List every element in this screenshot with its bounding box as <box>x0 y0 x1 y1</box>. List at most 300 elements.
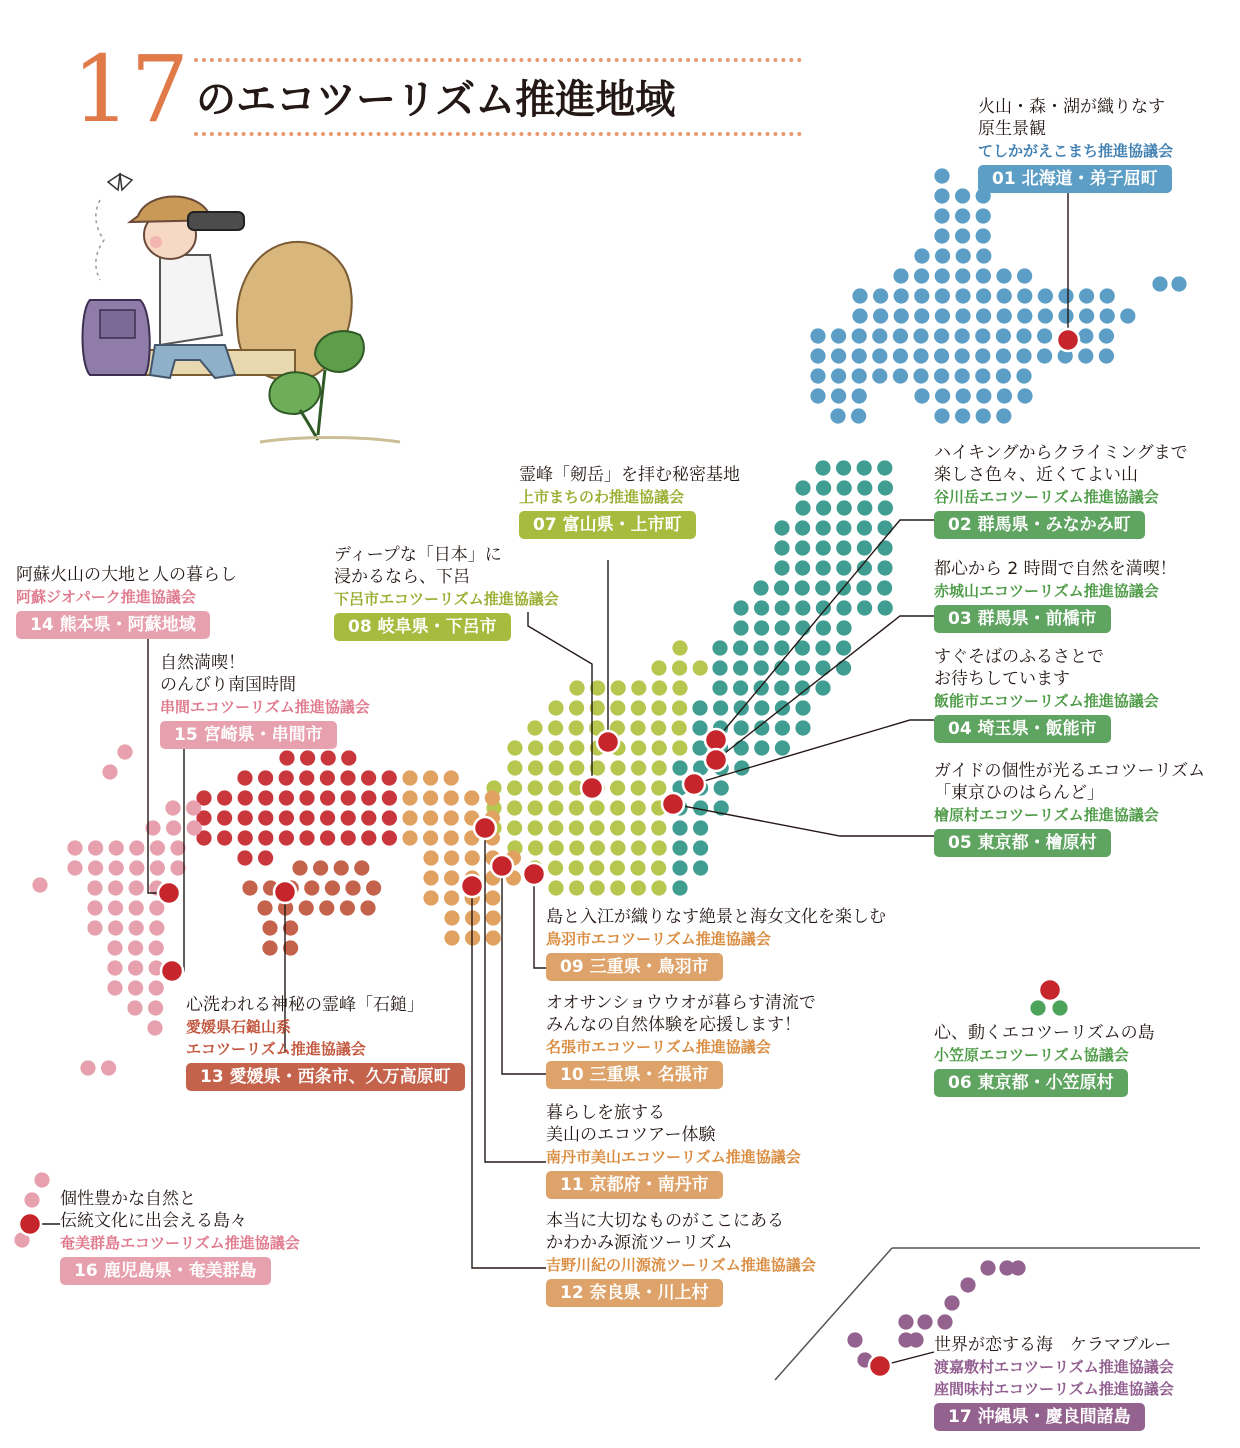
ogasawara-dot <box>1030 1000 1045 1015</box>
site-callout-14 <box>16 564 237 639</box>
leader-line <box>534 874 546 968</box>
kanto-dot <box>795 600 810 615</box>
kyushu-dot <box>129 860 144 875</box>
hokkaido-dot <box>1120 308 1135 323</box>
site-description: オオサンショウウオが暮らす清流で <box>546 993 816 1013</box>
hokkaido-dot <box>935 388 950 403</box>
site-organization: 鳥羽市エコツーリズム推進協議会 <box>546 930 771 948</box>
kyushu-dot <box>129 900 144 915</box>
kinki-dot <box>444 830 459 845</box>
kanto-dot <box>857 600 872 615</box>
hokkaido-dot <box>976 208 991 223</box>
hokkaido-dot <box>830 408 845 423</box>
kanto-dot <box>877 540 892 555</box>
site-location-badge[interactable]: 05 東京都・檜原村 <box>934 829 1111 857</box>
site-pin-12[interactable] <box>461 875 483 897</box>
kyushu-dot <box>87 920 102 935</box>
chugoku-dot <box>258 830 273 845</box>
kinki-dot <box>402 830 417 845</box>
site-pin-15[interactable] <box>161 960 183 982</box>
chubu-dot <box>507 780 522 795</box>
shikoku-dot <box>299 900 314 915</box>
hokkaido-dot <box>852 288 867 303</box>
site-location-badge[interactable]: 11 京都府・南丹市 <box>546 1171 723 1199</box>
kinki-dot <box>402 810 417 825</box>
site-description: 美山のエコツアー体験 <box>546 1125 716 1145</box>
site-description: のんびり南国時間 <box>160 675 296 695</box>
kanto-dot <box>754 600 769 615</box>
chugoku-dot <box>382 790 397 805</box>
hokkaido-dot <box>1058 288 1073 303</box>
chubu-dot <box>610 760 625 775</box>
kanto-dot <box>877 560 892 575</box>
hokkaido-dot <box>831 368 846 383</box>
kanto-dot <box>693 840 708 855</box>
kanto-dot <box>795 700 810 715</box>
site-pin-16[interactable] <box>19 1213 41 1235</box>
kanto-dot <box>795 480 810 495</box>
hokkaido-dot <box>1078 348 1093 363</box>
kanto-dot <box>795 500 810 515</box>
site-pin-11[interactable] <box>474 817 496 839</box>
site-location-badge[interactable]: 12 奈良県・川上村 <box>546 1279 723 1307</box>
kanto-dot <box>774 680 789 695</box>
kinki-dot <box>423 850 438 865</box>
hokkaido-dot <box>914 268 929 283</box>
chugoku-dot <box>340 770 355 785</box>
kyushu-dot <box>166 820 181 835</box>
site-location-badge[interactable]: 04 埼玉県・飯能市 <box>934 715 1111 743</box>
hokkaido-dot <box>935 308 950 323</box>
chugoku-dot <box>299 830 314 845</box>
site-callout-06 <box>934 1022 1155 1097</box>
hokkaido-dot <box>1016 328 1031 343</box>
site-location-badge[interactable]: 07 富山県・上市町 <box>519 511 696 539</box>
kanto-dot <box>712 660 727 675</box>
hokkaido-dot <box>1016 348 1031 363</box>
kyushu-dot <box>107 940 122 955</box>
hokkaido-dot <box>852 348 867 363</box>
site-organization: 渡嘉敷村エコツーリズム推進協議会 <box>934 1358 1174 1376</box>
hokkaido-dot <box>893 268 908 283</box>
hokkaido-dot <box>934 328 949 343</box>
hokkaido-dot <box>810 348 825 363</box>
kinki-dot <box>423 870 438 885</box>
hokkaido-dot <box>935 248 950 263</box>
chugoku-dot <box>238 830 253 845</box>
chubu-dot <box>610 700 625 715</box>
kyushu-dot <box>87 880 102 895</box>
site-description: かわかみ源流ツーリズム <box>546 1233 733 1253</box>
hokkaido-dot <box>893 328 908 343</box>
kanto-dot <box>856 580 871 595</box>
kanto-dot <box>816 620 831 635</box>
kanto-dot <box>672 840 687 855</box>
kyushu-dot <box>108 900 123 915</box>
chubu-dot <box>549 740 564 755</box>
hokkaido-dot <box>956 388 971 403</box>
site-location-badge[interactable]: 15 宮崎県・串間市 <box>160 721 337 749</box>
kanto-dot <box>733 640 748 655</box>
kinki-dot <box>444 890 459 905</box>
chubu-dot <box>693 660 708 675</box>
chubu-dot <box>507 740 522 755</box>
hokkaido-dot <box>955 208 970 223</box>
site-pin-17[interactable] <box>869 1355 891 1377</box>
kanto-dot <box>836 460 851 475</box>
kyushu-dot <box>150 840 165 855</box>
chugoku-dot <box>258 810 273 825</box>
hokkaido-dot <box>1037 348 1052 363</box>
okinawa-dot <box>898 1314 913 1329</box>
leader-line <box>694 720 934 784</box>
site-pin-03[interactable] <box>705 749 727 771</box>
site-location-badge[interactable]: 09 三重県・鳥羽市 <box>546 953 723 981</box>
kanto-dot <box>712 680 727 695</box>
kanto-dot <box>857 480 872 495</box>
chubu-dot <box>548 800 563 815</box>
chubu-dot <box>610 860 625 875</box>
chugoku-dot <box>341 750 356 765</box>
chubu-dot <box>569 840 584 855</box>
hokkaido-dot <box>831 388 846 403</box>
site-description: すぐそばのふるさとで <box>934 647 1104 667</box>
shikoku-dot <box>360 900 375 915</box>
hokkaido-dot <box>872 368 887 383</box>
chugoku-dot <box>320 810 335 825</box>
kanto-dot <box>837 500 852 515</box>
shikoku-dot <box>262 940 277 955</box>
site-description: 心洗われる神秘の霊峰「石鎚」 <box>186 995 424 1015</box>
site-callout-16 <box>60 1188 300 1285</box>
chugoku-dot <box>382 830 397 845</box>
site-description: 霊峰「剱岳」を拝む秘密基地 <box>519 465 740 485</box>
kyushu-dot <box>102 764 117 779</box>
site-callout-05 <box>934 760 1205 857</box>
hokkaido-dot <box>893 368 908 383</box>
site-organization: 南丹市美山エコツーリズム推進協議会 <box>546 1148 801 1166</box>
site-organization: 小笠原エコツーリズム協議会 <box>934 1046 1129 1064</box>
kanto-dot <box>672 820 687 835</box>
kanto-dot <box>857 460 872 475</box>
site-description: 世界が恋する海 ケラマブルー <box>934 1335 1172 1355</box>
kanto-dot <box>672 860 687 875</box>
kanto-dot <box>775 600 790 615</box>
kanto-dot <box>774 640 789 655</box>
site-pin-04[interactable] <box>683 773 705 795</box>
kanto-dot <box>836 540 851 555</box>
hokkaido-dot <box>996 368 1011 383</box>
chubu-dot <box>630 720 645 735</box>
hokkaido-dot <box>996 328 1011 343</box>
hokkaido-dot <box>831 348 846 363</box>
chugoku-dot <box>382 810 397 825</box>
kyushu-dot <box>117 744 132 759</box>
kanto-dot <box>693 820 708 835</box>
chubu-dot <box>631 840 646 855</box>
chugoku-dot <box>258 850 273 865</box>
kanto-dot <box>815 680 830 695</box>
kyushu-dot <box>88 860 103 875</box>
hokkaido-dot <box>852 388 867 403</box>
site-pin-13[interactable] <box>274 881 296 903</box>
chubu-dot <box>672 640 687 655</box>
site-description: ハイキングからクライミングまで <box>934 443 1188 463</box>
hokkaido-dot <box>1058 308 1073 323</box>
chubu-dot <box>548 880 563 895</box>
kanto-dot <box>795 560 810 575</box>
chugoku-dot <box>217 810 232 825</box>
chugoku-dot <box>279 830 294 845</box>
site-description: 個性豊かな自然と <box>60 1189 196 1209</box>
kanto-dot <box>775 740 790 755</box>
okinawa-dot <box>908 1332 923 1347</box>
kyushu-dot <box>149 940 164 955</box>
kyushu-dot <box>147 1020 162 1035</box>
kyushu-dot <box>150 860 165 875</box>
hokkaido-dot <box>914 388 929 403</box>
chugoku-dot <box>238 810 253 825</box>
site-callout-13 <box>186 994 465 1091</box>
chugoku-dot <box>299 770 314 785</box>
shikoku-dot <box>340 900 355 915</box>
chubu-dot <box>651 660 666 675</box>
ogasawara-dot <box>1052 1000 1067 1015</box>
hokkaido-dot <box>894 288 909 303</box>
site-location-badge[interactable]: 03 群馬県・前橋市 <box>934 605 1111 633</box>
hokkaido-dot <box>976 248 991 263</box>
kyushu-dot <box>128 980 143 995</box>
chubu-dot <box>528 780 543 795</box>
hokkaido-dot <box>1152 276 1167 291</box>
chubu-dot <box>651 880 666 895</box>
chugoku-dot <box>361 810 376 825</box>
hokkaido-dot <box>1079 288 1094 303</box>
hokkaido-dot <box>955 288 970 303</box>
site-location-badge[interactable]: 17 沖縄県・慶良間諸島 <box>934 1403 1145 1431</box>
site-callout-01 <box>978 96 1173 193</box>
kinki-dot <box>444 870 459 885</box>
chubu-dot <box>610 780 625 795</box>
kinki-dot <box>444 810 459 825</box>
hokkaido-dot <box>955 268 970 283</box>
chugoku-dot <box>217 830 232 845</box>
kanto-dot <box>714 780 729 795</box>
site-organization: 奄美群島エコツーリズム推進協議会 <box>60 1234 300 1252</box>
kinki-dot <box>444 770 459 785</box>
kanto-dot <box>672 880 687 895</box>
site-organization: 飯能市エコツーリズム推進協議会 <box>934 692 1159 710</box>
kyushu-dot <box>187 820 202 835</box>
kanto-dot <box>816 520 831 535</box>
site-location-badge[interactable]: 06 東京都・小笠原村 <box>934 1069 1128 1097</box>
kanto-dot <box>836 600 851 615</box>
hokkaido-dot <box>1100 288 1115 303</box>
chubu-dot <box>590 880 605 895</box>
kinki-dot <box>444 930 459 945</box>
site-description: 「東京ひのはらんど」 <box>934 783 1104 803</box>
site-organization: 檜原村エコツーリズム推進協議会 <box>934 806 1159 824</box>
kyushu-dot <box>80 1060 95 1075</box>
chubu-dot <box>548 780 563 795</box>
hokkaido-dot <box>996 408 1011 423</box>
site-location-badge[interactable]: 02 群馬県・みなかみ町 <box>934 511 1145 539</box>
hokkaido-dot <box>1100 308 1115 323</box>
hokkaido-dot <box>934 208 949 223</box>
site-description: 暮らしを旅する <box>546 1103 665 1123</box>
shikoku-dot <box>242 880 257 895</box>
chubu-dot <box>569 700 584 715</box>
site-callout-17 <box>934 1334 1174 1431</box>
site-pin-08[interactable] <box>581 777 603 799</box>
site-callout-07 <box>519 464 740 539</box>
hokkaido-dot <box>872 328 887 343</box>
okinawa-dot <box>944 1295 959 1310</box>
site-location-badge[interactable]: 14 熊本県・阿蘇地域 <box>16 611 210 639</box>
kyushu-dot <box>129 920 144 935</box>
hokkaido-dot <box>1017 308 1032 323</box>
hokkaido-dot <box>956 248 971 263</box>
site-pin-14[interactable] <box>158 882 180 904</box>
title-text: のエコツーリズム推進地域 <box>196 77 676 123</box>
kyushu-dot <box>129 840 144 855</box>
site-pin-10[interactable] <box>491 855 513 877</box>
site-pin-06[interactable] <box>1039 979 1061 1001</box>
hokkaido-dot <box>997 308 1012 323</box>
chubu-dot <box>652 840 667 855</box>
kyushu-dot <box>107 980 122 995</box>
kinki-dot <box>402 770 417 785</box>
kanto-dot <box>672 760 687 775</box>
kyushu-dot <box>149 920 164 935</box>
kanto-dot <box>815 640 830 655</box>
chubu-dot <box>631 740 646 755</box>
shikoku-dot <box>345 880 360 895</box>
shikoku-dot <box>366 880 381 895</box>
hokkaido-dot <box>1038 288 1053 303</box>
hokkaido-dot <box>1016 368 1031 383</box>
kanto-dot <box>878 480 893 495</box>
kyushu-dot <box>129 880 144 895</box>
hokkaido-dot <box>934 228 949 243</box>
hokkaido-dot <box>955 408 970 423</box>
kanto-dot <box>693 860 708 875</box>
chubu-dot <box>589 800 604 815</box>
kinki-dot <box>486 910 501 925</box>
okinawa-dot <box>1010 1260 1025 1275</box>
hokkaido-dot <box>955 368 970 383</box>
site-pin-02[interactable] <box>705 729 727 751</box>
chubu-dot <box>548 860 563 875</box>
site-description: 伝統文化に出会える島々 <box>60 1211 247 1231</box>
hokkaido-dot <box>934 408 949 423</box>
chugoku-dot <box>320 830 335 845</box>
chubu-dot <box>631 780 646 795</box>
site-callout-04 <box>934 646 1159 743</box>
kyushu-dot <box>88 840 103 855</box>
site-description: 自然満喫！ <box>160 653 245 673</box>
hokkaido-dot <box>851 408 866 423</box>
site-description: 本当に大切なものがここにある <box>546 1211 784 1231</box>
hokkaido-dot <box>810 388 825 403</box>
chubu-dot <box>528 800 543 815</box>
site-description: ガイドの個性が光るエコツーリズム <box>934 761 1206 781</box>
chubu-dot <box>672 720 687 735</box>
kanto-dot <box>733 660 748 675</box>
hokkaido-dot <box>935 268 950 283</box>
kanto-dot <box>878 500 893 515</box>
site-location-badge[interactable]: 13 愛媛県・西条市、久万高原町 <box>186 1063 465 1091</box>
site-description: 心、動くエコツーリズムの島 <box>934 1023 1155 1043</box>
shikoku-dot <box>334 860 349 875</box>
chugoku-dot <box>361 770 376 785</box>
kanto-dot <box>774 560 789 575</box>
kyushu-dot <box>108 920 123 935</box>
chugoku-dot <box>321 750 336 765</box>
shikoku-dot <box>319 900 334 915</box>
kanto-dot <box>754 620 769 635</box>
site-pin-05[interactable] <box>662 793 684 815</box>
hokkaido-dot <box>955 328 970 343</box>
chubu-dot <box>528 820 543 835</box>
kanto-dot <box>733 680 748 695</box>
kanto-dot <box>816 500 831 515</box>
kanto-dot <box>816 600 831 615</box>
chubu-dot <box>527 720 542 735</box>
site-location-badge[interactable]: 10 三重県・名張市 <box>546 1061 723 1089</box>
site-location-badge[interactable]: 01 北海道・弟子屈町 <box>978 165 1172 193</box>
kanto-dot <box>795 540 810 555</box>
hokkaido-dot <box>1171 276 1186 291</box>
site-pin-09[interactable] <box>523 863 545 885</box>
site-pin-01[interactable] <box>1057 329 1079 351</box>
chubu-dot <box>631 680 646 695</box>
chubu-dot <box>652 740 667 755</box>
kinki-dot <box>465 850 480 865</box>
site-location-badge[interactable]: 08 岐阜県・下呂市 <box>334 613 511 641</box>
chugoku-dot <box>237 770 252 785</box>
amami-dot <box>24 1192 39 1207</box>
site-pin-07[interactable] <box>597 731 619 753</box>
shikoku-dot <box>354 860 369 875</box>
kanto-dot <box>815 660 830 675</box>
kinki-dot <box>423 790 438 805</box>
site-organization: 阿蘇ジオパーク推進協議会 <box>16 588 196 606</box>
kanto-dot <box>754 660 769 675</box>
site-callout-03 <box>934 558 1177 633</box>
hokkaido-dot <box>914 248 929 263</box>
kinki-dot <box>423 830 438 845</box>
chubu-dot <box>610 800 625 815</box>
site-description: お待ちしています <box>934 669 1070 689</box>
chubu-dot <box>652 680 667 695</box>
kanto-dot <box>774 580 789 595</box>
kanto-dot <box>795 660 810 675</box>
site-description: みんなの自然体験を応援します！ <box>546 1015 801 1035</box>
kinki-dot <box>423 810 438 825</box>
kanto-dot <box>692 720 707 735</box>
site-organization: 名張市エコツーリズム推進協議会 <box>546 1038 771 1056</box>
chubu-dot <box>611 680 626 695</box>
chugoku-dot <box>279 750 294 765</box>
site-organization: てしかがえこまち推進協議会 <box>978 142 1174 160</box>
hokkaido-dot <box>935 288 950 303</box>
kanto-dot <box>877 520 892 535</box>
hokkaido-dot <box>934 188 949 203</box>
site-description: 原生景観 <box>978 119 1046 139</box>
chubu-dot <box>651 720 666 735</box>
site-location-badge[interactable]: 16 鹿児島県・奄美群島 <box>60 1257 271 1285</box>
